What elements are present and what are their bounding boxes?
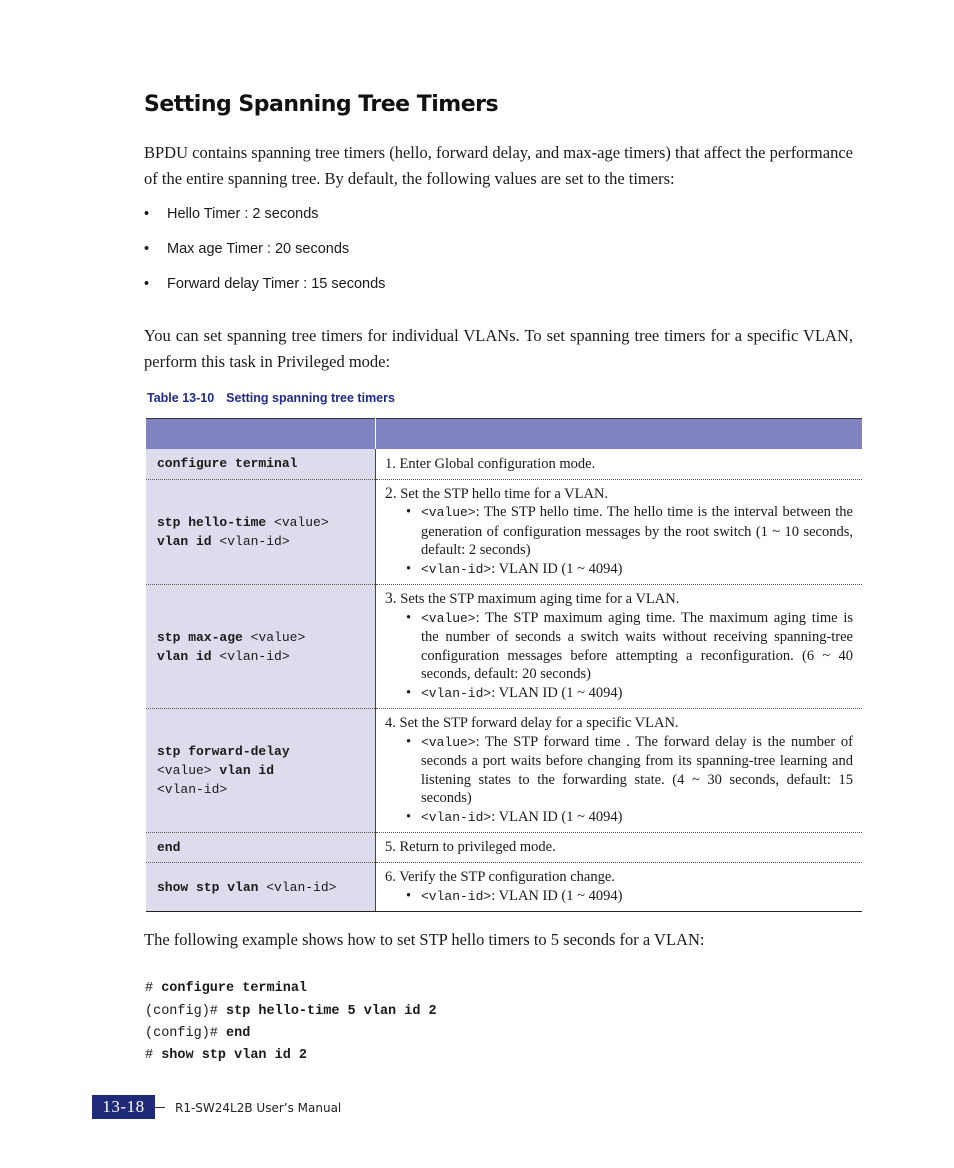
page-number-badge: 13-18 [92,1095,155,1119]
parameter-description: : VLAN ID (1 ~ 4094) [491,560,623,577]
command-keyword: vlan id [157,533,212,549]
table-header-command [146,419,376,450]
command-cell [146,479,376,585]
default-timer-text: Max age Timer : 20 seconds [167,241,350,257]
parameter-description: : VLAN ID (1 ~ 4094) [491,808,623,825]
parameter-description: : VLAN ID (1 ~ 4094) [491,887,623,904]
parameter-description: : VLAN ID (1 ~ 4094) [491,684,623,701]
code-command: end [226,1026,251,1041]
parameter-item [385,503,853,560]
command-argument: <value> [274,514,329,530]
parameter-description: : The STP maximum aging time. The maximum aging time is the number of seconds a switch waits without receiving spanning-tree configuration messages before attempting a reconfiguration. (6 ~ 40 seconds, default: 20 seconds) [421,609,853,682]
parameter-list [385,503,853,579]
command-table [146,418,862,912]
command-argument: <value> [157,763,212,778]
command-keyword: vlan id [157,648,212,664]
parameter-name: <value> [421,734,476,750]
code-prompt: # [145,981,162,996]
command-keyword: stp forward-delay [157,744,290,759]
table-row [146,479,862,585]
command-cell [146,709,376,833]
code-line [145,1004,437,1019]
description-cell [376,709,863,833]
code-command: stp hello-time 5 vlan id 2 [226,1004,437,1019]
footer-rule [155,1107,165,1108]
code-prompt: (config)# [145,1004,227,1019]
parameter-item [385,808,853,828]
description-cell [376,479,863,585]
bullet-icon: • [144,241,150,257]
command-argument: <vlan-id> [219,533,290,549]
parameter-name: <vlan-id> [421,561,492,577]
code-line [145,981,307,996]
table-row [146,585,862,709]
code-prompt: # [145,1048,162,1063]
table-header-row [146,419,862,450]
command-argument: <vlan-id> [266,879,337,895]
description-cell [376,449,863,479]
table-header-description [376,419,863,450]
command-cell [146,833,376,863]
table-row [146,709,862,833]
description-cell [376,585,863,709]
bullet-icon: • [144,276,150,292]
default-list-item [144,276,385,292]
parameter-item [385,733,853,808]
step-text [385,590,853,609]
step-label: Set the STP hello time for a VLAN. [400,485,609,502]
section-title: Setting Spanning Tree Timers [144,92,499,117]
code-prompt: (config)# [145,1026,227,1041]
command-argument: <vlan-id> [157,782,228,797]
footer-manual-title: R1-SW24L2B User’s Manual [175,1101,342,1115]
command-keyword: configure terminal [157,456,298,472]
description-cell [376,863,863,912]
table-row [146,863,862,912]
parameter-description: : The STP hello time. The hello time is the interval between the generation of configuration messages by the root switch (1 ~ 10 seconds, default: 2 seconds) [421,504,853,558]
default-list-item [144,241,349,257]
command-cell [146,585,376,709]
parameter-item [385,609,853,684]
parameter-name: <value> [421,505,476,520]
command-argument: <vlan-id> [219,648,290,664]
parameter-name: <value> [421,610,476,626]
step-text: 5. Return to privileged mode. [385,839,556,856]
parameter-item [385,684,853,704]
step-text: 4. Set the STP forward delay for a specific VLAN. [385,715,679,731]
table-caption [147,391,395,405]
parameter-name: <vlan-id> [421,888,492,904]
code-command: show stp vlan id 2 [161,1048,308,1063]
parameter-name: <vlan-id> [421,809,492,825]
step-text [385,485,853,504]
code-line [145,1048,307,1063]
command-keyword: end [157,840,181,855]
table-row [146,449,862,479]
parameter-description: : The STP forward time . The forward delay is the number of seconds a port waits before changing from its spanning-tree learning and listening states to the forwarding state. (4 ~ 30 seconds, default: 15 seconds) [421,733,853,806]
step-number: 2. [385,484,397,502]
parameter-item [385,887,853,907]
table-row [146,833,862,863]
command-argument: <value> [250,629,306,645]
code-line [145,1026,250,1041]
example-intro: The following example shows how to set STP hello timers to 5 seconds for a VLAN: [144,930,705,949]
command-keyword: stp hello-time [157,514,267,530]
default-list-item [144,206,319,222]
table-caption-number: Table 13-10 [147,391,215,405]
command-keyword: vlan id [219,763,275,778]
step-label: Sets the STP maximum aging time for a VLAN. [400,591,680,607]
vlan-intro-paragraph: You can set spanning tree timers for individual VLANs. To set spanning tree timers for a specific VLAN, perform this task in Privileged mode: [144,326,853,371]
intro-paragraph: BPDU contains spanning tree timers (hello, forward delay, and max-age timers) that affect the performance of the entire spanning tree. By default, the following values are set to the timers: [144,143,853,188]
parameter-name: <vlan-id> [421,685,492,701]
parameter-list [385,609,853,704]
command-keyword: stp max-age [157,629,243,645]
code-command: configure terminal [161,981,308,996]
description-cell [376,833,863,863]
command-keyword: show stp vlan [157,879,259,895]
parameter-list [385,733,853,828]
step-text: 6. Verify the STP configuration change. [385,869,615,885]
command-cell [146,449,376,479]
default-timer-text: Forward delay Timer : 15 seconds [167,276,386,292]
step-text: 1. Enter Global configuration mode. [385,455,596,472]
step-number: 3. [385,590,397,607]
parameter-item [385,560,853,580]
command-cell [146,863,376,912]
parameter-list [385,887,853,907]
table-caption-text: Setting spanning tree timers [226,391,395,405]
bullet-icon: • [144,206,150,222]
default-timer-text: Hello Timer : 2 seconds [167,206,319,222]
